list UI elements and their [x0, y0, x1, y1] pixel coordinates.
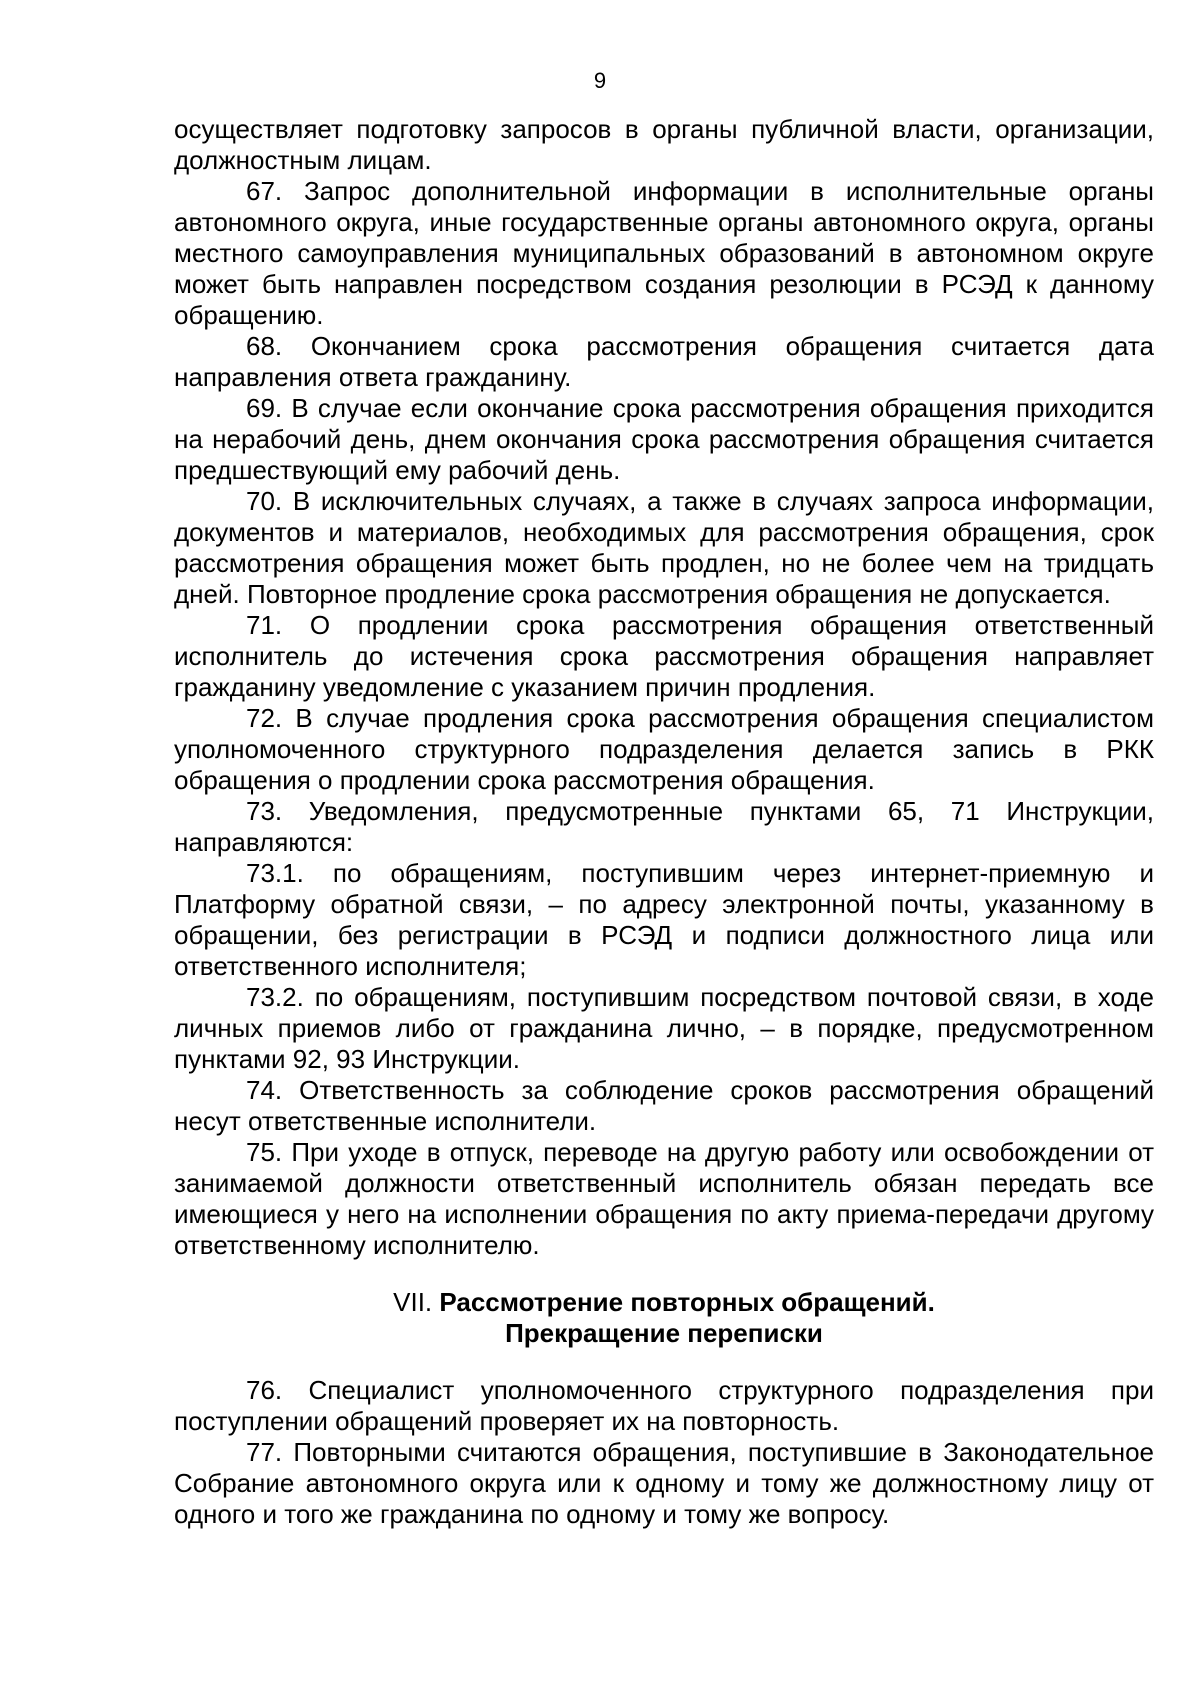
paragraph-68: 68. Окончанием срока рассмотрения обращения считается дата направления ответа гражданину. [174, 331, 1154, 392]
section-heading-line-1 [174, 1287, 1154, 1318]
paragraph-71: 71. О продлении срока рассмотрения обращения ответственный исполнитель до истечения срока рассмотрения обращения направляет гражданину уведомление с указанием причин продления. [174, 610, 1154, 702]
paragraph-73-1: 73.1. по обращениям, поступившим через интернет-приемную и Платформу обратной связи, – по адресу электронной почты, указанному в обращении, без регистрации в РСЭД и подписи должностного лица или ответственного исполнителя; [174, 858, 1154, 981]
page-number: 9 [593, 68, 607, 93]
section-title-line-1: Рассмотрение повторных обращений. [439, 1287, 935, 1317]
paragraph-76: 76. Специалист уполномоченного структурного подразделения при поступлении обращений проверяет их на повторность. [174, 1375, 1154, 1436]
paragraph-69: 69. В случае если окончание срока рассмотрения обращения приходится на нерабочий день, днем окончания срока рассмотрения обращения считается предшествующий ему рабочий день. [174, 393, 1154, 485]
section-heading [174, 1287, 1154, 1349]
paragraph-70: 70. В исключительных случаях, а также в случаях запроса информации, документов и материалов, необходимых для рассмотрения обращения, срок рассмотрения обращения может быть продлен, но не более чем на тридцать дней. Повторное продление срока рассмотрения обращения не допускается. [174, 486, 1154, 609]
paragraph-73: 73. Уведомления, предусмотренные пунктами 65, 71 Инструкции, направляются: [174, 796, 1154, 857]
paragraph-73-2: 73.2. по обращениям, поступившим посредством почтовой связи, в ходе личных приемов либо от гражданина лично, – в порядке, предусмотренном пунктами 92, 93 Инструкции. [174, 982, 1154, 1074]
document-body [174, 114, 1154, 1530]
section-title-line-2: Прекращение переписки [505, 1318, 823, 1348]
paragraph-72: 72. В случае продления срока рассмотрения обращения специалистом уполномоченного структурного подразделения делается запись в РКК обращения о продлении срока рассмотрения обращения. [174, 703, 1154, 795]
paragraph-67: 67. Запрос дополнительной информации в исполнительные органы автономного округа, иные государственные органы автономного округа, органы местного самоуправления муниципальных образований в автономном округе может быть направлен посредством создания резолюции в РСЭД к данному обращению. [174, 176, 1154, 330]
section-number: VII. [393, 1287, 433, 1317]
paragraph-continuation: осуществляет подготовку запросов в органы публичной власти, организации, должностным лицам. [174, 114, 1154, 175]
paragraph-75: 75. При уходе в отпуск, переводе на другую работу или освобождении от занимаемой должности ответственный исполнитель обязан передать все имеющиеся у него на исполнении обращения по акту приема-передачи другому ответственному исполнителю. [174, 1137, 1154, 1260]
paragraph-77: 77. Повторными считаются обращения, поступившие в Законодательное Собрание автономного округа или к одному и тому же должностному лицу от одного и того же гражданина по одному и тому же вопросу. [174, 1437, 1154, 1529]
paragraph-74: 74. Ответственность за соблюдение сроков рассмотрения обращений несут ответственные исполнители. [174, 1075, 1154, 1136]
